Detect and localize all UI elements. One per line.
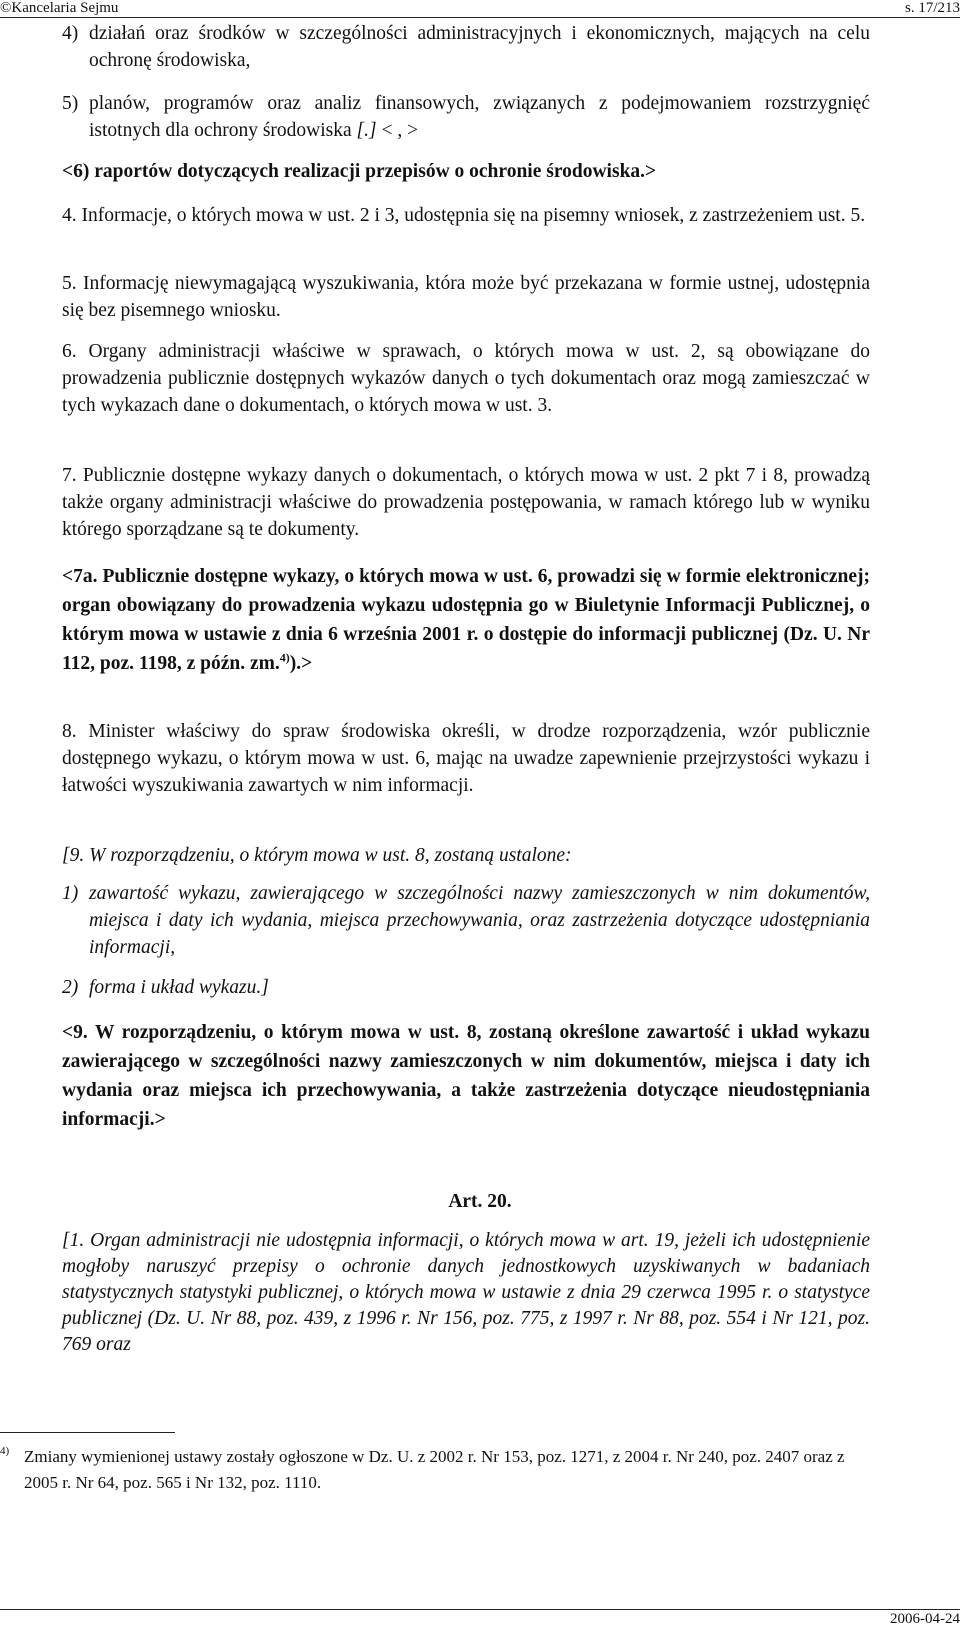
deleted-list-item-2	[62, 974, 870, 1001]
deleted-paragraph-9: [9. W rozporządzeniu, o którym mowa w ust. 8, zostaną ustalone:	[62, 845, 572, 866]
list-text: działań oraz środków w szczególności administracyjnych i ekonomicznych, mających na celu ochronę środowiska,	[89, 23, 870, 71]
page-number: s. 17/213	[904, 0, 960, 16]
footer-rule	[0, 1609, 960, 1610]
list-label: 1)	[62, 883, 79, 904]
inserted-marker: < , >	[376, 120, 419, 141]
paragraph-7a-text: <7a. Publicznie dostępne wykazy, o których mowa w ust. 6, prowadzi się w formie elektronicznej; organ obowiązany do prowadzenia wykazu udostępnia go w Biuletynie Informacji Publicznej, o którym mowa w ustawie z dnia 6 września 2001 r. o dostępie do informacji publicznej (Dz. U. Nr 112, poz. 1198, z późn. zm.	[62, 566, 870, 674]
footnote-text: Zmiany wymienionej ustawy zostały ogłoszone w Dz. U. z 2002 r. Nr 153, poz. 1271, z 2004 r. Nr 240, poz. 2407 oraz z 2005 r. Nr 64, poz. 565 i Nr 132, poz. 1110.	[24, 1447, 845, 1492]
list-label: 2)	[62, 977, 79, 998]
list-label: 4)	[62, 23, 79, 44]
paragraph-7: 7. Publicznie dostępne wykazy danych o dokumentach, o których mowa w ust. 2 pkt 7 i 8, prowadzą także organy administracji właściwe do prowadzenia postępowania, w ramach którego lub w wyniku którego sporządzane są te dokumenty.	[62, 465, 870, 540]
inserted-paragraph-9: <9. W rozporządzeniu, o którym mowa w ust. 8, zostaną określone zawartość i układ wykazu zawierającego w szczególności nazwy zamieszczonych w nim dokumentów, miejsca i daty ich wydania oraz miejsca ich przechowywania, a także zastrzeżenia dotyczące nieudostępniania informacji.>	[62, 1022, 870, 1130]
article-heading: Art. 20.	[448, 1191, 512, 1212]
list-text-main: planów, programów oraz analiz finansowych, związanych z podejmowaniem rozstrzygnięć istotnych dla ochrony środowiska	[89, 93, 870, 141]
footnote	[0, 1444, 870, 1496]
paragraph-4: 4. Informacje, o których mowa w ust. 2 i 3, udostępnia się na pisemny wniosek, z zastrzeżeniem ust. 5.	[62, 205, 866, 226]
list-item-5	[62, 90, 870, 144]
inserted-paragraph-7a	[62, 562, 870, 678]
footnote-mark: 4)	[0, 1445, 10, 1457]
deleted-list-item-1	[62, 880, 870, 961]
footnote-ref: 4)	[279, 650, 290, 665]
list-text	[62, 90, 870, 144]
paragraph-7a-tail: ).>	[289, 653, 313, 674]
page-header	[0, 0, 960, 18]
paragraph-5: 5. Informację niewymagającą wyszukiwania, która może być przekazana w formie ustnej, udostępnia się bez pisemnego wniosku.	[62, 273, 870, 321]
header-rule	[0, 17, 960, 18]
list-text: forma i układ wykazu.]	[89, 977, 269, 998]
footnote-separator	[0, 1432, 175, 1433]
footer-date: 2006-04-24	[890, 1611, 960, 1627]
list-label: 5)	[62, 93, 79, 114]
paragraph-6: 6. Organy administracji właściwe w sprawach, o których mowa w ust. 2, są obowiązane do prowadzenia publicznie dostępnych wykazów danych o tych dokumentach oraz mogą zamieszczać w tych wykazach dane o dokumentach, o których mowa w ust. 3.	[62, 341, 870, 416]
copyright-label: ©Kancelaria Sejmu	[0, 0, 119, 16]
deleted-marker: [.]	[356, 120, 377, 141]
inserted-item-6: <6) raportów dotyczących realizacji przepisów o ochronie środowiska.>	[62, 161, 657, 182]
list-item-4	[62, 20, 870, 74]
list-text: zawartość wykazu, zawierającego w szczególności nazwy zamieszczonych w nim dokumentów, miejsca i daty ich wydania, miejsca przechowywania, oraz zastrzeżenia dotyczące udostępniania informacji,	[89, 883, 870, 958]
paragraph-8: 8. Minister właściwy do spraw środowiska określi, w drodze rozporządzenia, wzór publicznie dostępnego wykazu, o którym mowa w ust. 6, mając na uwadze zapewnienie przejrzystości wykazu i łatwości wyszukiwania zawartych w nim informacji.	[62, 721, 870, 796]
deleted-paragraph-art20-1: [1. Organ administracji nie udostępnia informacji, o których mowa w art. 19, jeżeli ich udostępnienie mogłoby naruszyć przepisy o ochronie danych jednostkowych uzyskiwanych w badaniach statystycznych statystyki publicznej, o których mowa w ustawie z dnia 29 czerwca 1995 r. o statystyce publicznej (Dz. U. Nr 88, poz. 439, z 1996 r. Nr 156, poz. 775, z 1997 r. Nr 88, poz. 554 i Nr 121, poz. 769 oraz	[62, 1230, 870, 1355]
